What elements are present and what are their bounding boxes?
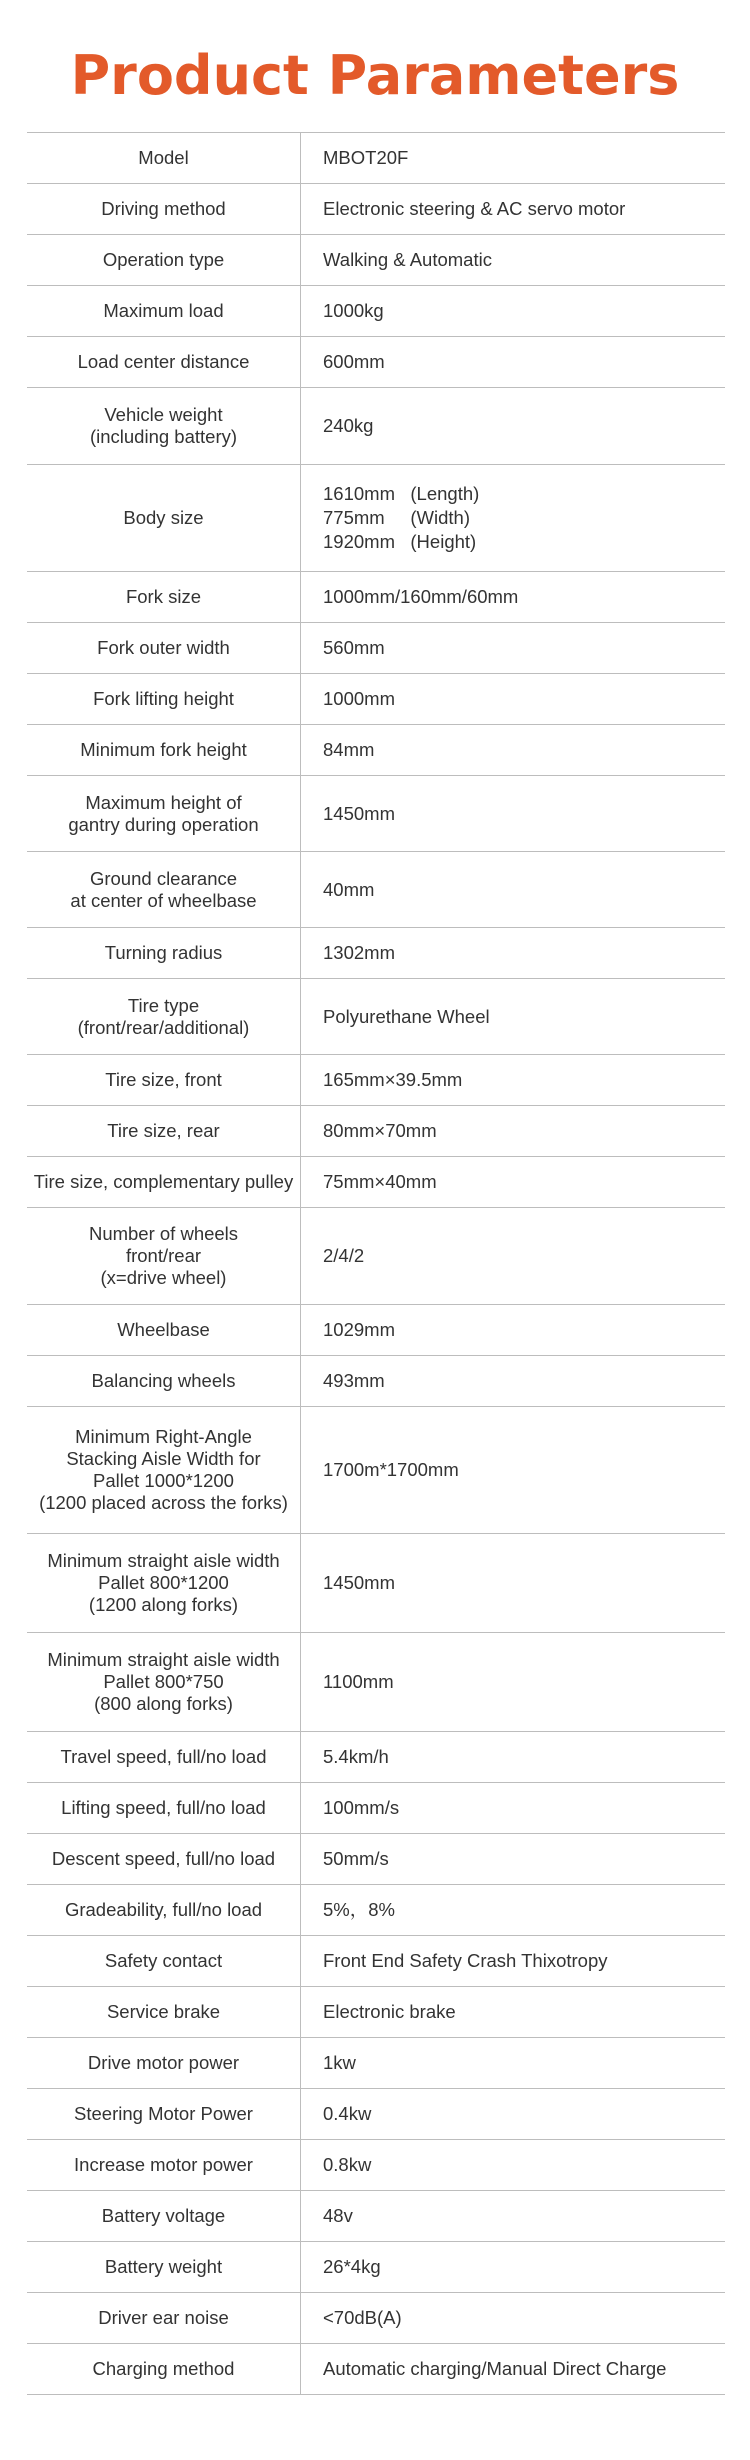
table-row bbox=[27, 1157, 725, 1208]
param-label: Tire type (front/rear/additional) bbox=[27, 979, 301, 1054]
param-label: Increase motor power bbox=[27, 2140, 301, 2190]
table-row bbox=[27, 1834, 725, 1885]
table-row bbox=[27, 2191, 725, 2242]
param-value: 48v bbox=[323, 2205, 353, 2226]
table-row bbox=[27, 286, 725, 337]
param-label: Drive motor power bbox=[27, 2038, 301, 2088]
param-label: Tire size, front bbox=[27, 1055, 301, 1105]
param-label: Body size bbox=[27, 465, 301, 571]
page-title: Product Parameters bbox=[70, 44, 680, 107]
parameters-table bbox=[27, 132, 725, 2395]
param-value: Front End Safety Crash Thixotropy bbox=[323, 1950, 608, 1971]
param-value: 50mm/s bbox=[323, 1848, 389, 1869]
table-row bbox=[27, 2293, 725, 2344]
param-value: 1700m*1700mm bbox=[323, 1459, 459, 1480]
table-row bbox=[27, 1356, 725, 1407]
table-row bbox=[27, 184, 725, 235]
param-value: 1kw bbox=[323, 2052, 356, 2073]
param-value: Automatic charging/Manual Direct Charge bbox=[323, 2358, 667, 2379]
param-value: 40mm bbox=[323, 878, 375, 900]
param-label: Turning radius bbox=[27, 928, 301, 978]
param-label: Tire size, rear bbox=[27, 1106, 301, 1156]
param-label: Minimum fork height bbox=[27, 725, 301, 775]
param-label: Charging method bbox=[27, 2344, 301, 2394]
table-row bbox=[27, 388, 725, 465]
param-value: Walking & Automatic bbox=[323, 249, 492, 270]
table-row bbox=[27, 725, 725, 776]
table-row bbox=[27, 2140, 725, 2191]
param-label: Balancing wheels bbox=[27, 1356, 301, 1406]
param-value: Electronic brake bbox=[323, 2001, 456, 2022]
param-value: 165mm×39.5mm bbox=[323, 1069, 463, 1090]
table-row bbox=[27, 852, 725, 928]
param-label: Minimum straight aisle width Pallet 800*750 (800 along forks) bbox=[27, 1633, 301, 1731]
param-label: Minimum straight aisle width Pallet 800*1200 (1200 along forks) bbox=[27, 1534, 301, 1632]
table-row bbox=[27, 1885, 725, 1936]
param-value: 100mm/s bbox=[323, 1797, 400, 1818]
param-label: Fork outer width bbox=[27, 623, 301, 673]
table-row bbox=[27, 2038, 725, 2089]
table-row bbox=[27, 133, 725, 184]
param-label: Vehicle weight (including battery) bbox=[27, 388, 301, 464]
table-row bbox=[27, 465, 725, 572]
param-label: Number of wheels front/rear (x=drive wheel) bbox=[27, 1208, 301, 1304]
param-value: 0.8kw bbox=[323, 2154, 372, 2175]
param-label: Operation type bbox=[27, 235, 301, 285]
param-label: Battery weight bbox=[27, 2242, 301, 2292]
table-row bbox=[27, 928, 725, 979]
param-value: 1610mm (Length) 775mm (Width) 1920mm (Height) bbox=[323, 483, 480, 552]
table-row bbox=[27, 2089, 725, 2140]
param-value: 80mm×70mm bbox=[323, 1120, 437, 1141]
table-row bbox=[27, 2242, 725, 2293]
param-label: Service brake bbox=[27, 1987, 301, 2037]
param-label: Model bbox=[27, 133, 301, 183]
param-label: Load center distance bbox=[27, 337, 301, 387]
param-value: 2/4/2 bbox=[323, 1245, 365, 1266]
param-value: 1029mm bbox=[323, 1319, 395, 1340]
param-value: 240kg bbox=[323, 415, 374, 436]
param-label: Driving method bbox=[27, 184, 301, 234]
table-row bbox=[27, 1055, 725, 1106]
param-label: Fork lifting height bbox=[27, 674, 301, 724]
table-row bbox=[27, 1534, 725, 1633]
table-row bbox=[27, 1633, 725, 1732]
param-value: 1450mm bbox=[323, 1572, 395, 1593]
param-value: 1000mm bbox=[323, 688, 395, 709]
param-value: 1100mm bbox=[323, 1671, 394, 1692]
table-row bbox=[27, 1936, 725, 1987]
param-value: <70dB(A) bbox=[323, 2307, 402, 2328]
table-row bbox=[27, 235, 725, 286]
table-row bbox=[27, 1208, 725, 1305]
table-row bbox=[27, 1305, 725, 1356]
param-value: 600mm bbox=[323, 351, 385, 372]
param-label: Wheelbase bbox=[27, 1305, 301, 1355]
param-value: 1000mm/160mm/60mm bbox=[323, 586, 519, 607]
param-label: Minimum Right-Angle Stacking Aisle Width for Pallet 1000*1200 (1200 placed across the forks) bbox=[27, 1407, 301, 1533]
table-row bbox=[27, 337, 725, 388]
param-label: Maximum load bbox=[27, 286, 301, 336]
param-value: 84mm bbox=[323, 739, 375, 760]
table-row bbox=[27, 623, 725, 674]
param-value: 493mm bbox=[323, 1370, 385, 1391]
param-label: Steering Motor Power bbox=[27, 2089, 301, 2139]
param-label: Descent speed, full/no load bbox=[27, 1834, 301, 1884]
table-row bbox=[27, 1987, 725, 2038]
param-value: Electronic steering & AC servo motor bbox=[323, 198, 626, 219]
param-value: 1302mm bbox=[323, 942, 395, 963]
param-value: Polyurethane Wheel bbox=[323, 1005, 490, 1027]
table-row bbox=[27, 572, 725, 623]
param-label: Safety contact bbox=[27, 1936, 301, 1986]
param-label: Battery voltage bbox=[27, 2191, 301, 2241]
param-label: Ground clearance at center of wheelbase bbox=[27, 852, 301, 927]
table-row bbox=[27, 979, 725, 1055]
table-row bbox=[27, 1106, 725, 1157]
table-row bbox=[27, 674, 725, 725]
table-row bbox=[27, 1783, 725, 1834]
param-value: 560mm bbox=[323, 637, 385, 658]
param-value: 0.4kw bbox=[323, 2103, 372, 2124]
table-row bbox=[27, 2344, 725, 2395]
param-label: Tire size, complementary pulley bbox=[27, 1157, 301, 1207]
param-label: Gradeability, full/no load bbox=[27, 1885, 301, 1935]
param-value: 1000kg bbox=[323, 300, 384, 321]
param-label: Driver ear noise bbox=[27, 2293, 301, 2343]
param-label: Maximum height of gantry during operation bbox=[27, 776, 301, 851]
param-label: Lifting speed, full/no load bbox=[27, 1783, 301, 1833]
param-label: Fork size bbox=[27, 572, 301, 622]
param-value: 5%，8% bbox=[323, 1899, 395, 1920]
param-value: 26*4kg bbox=[323, 2256, 381, 2277]
param-value: 5.4km/h bbox=[323, 1746, 389, 1767]
param-value: 75mm×40mm bbox=[323, 1171, 437, 1192]
param-value: 1450mm bbox=[323, 802, 395, 824]
param-label: Travel speed, full/no load bbox=[27, 1732, 301, 1782]
table-row bbox=[27, 1732, 725, 1783]
table-row bbox=[27, 776, 725, 852]
param-value: MBOT20F bbox=[323, 147, 409, 168]
table-row bbox=[27, 1407, 725, 1534]
